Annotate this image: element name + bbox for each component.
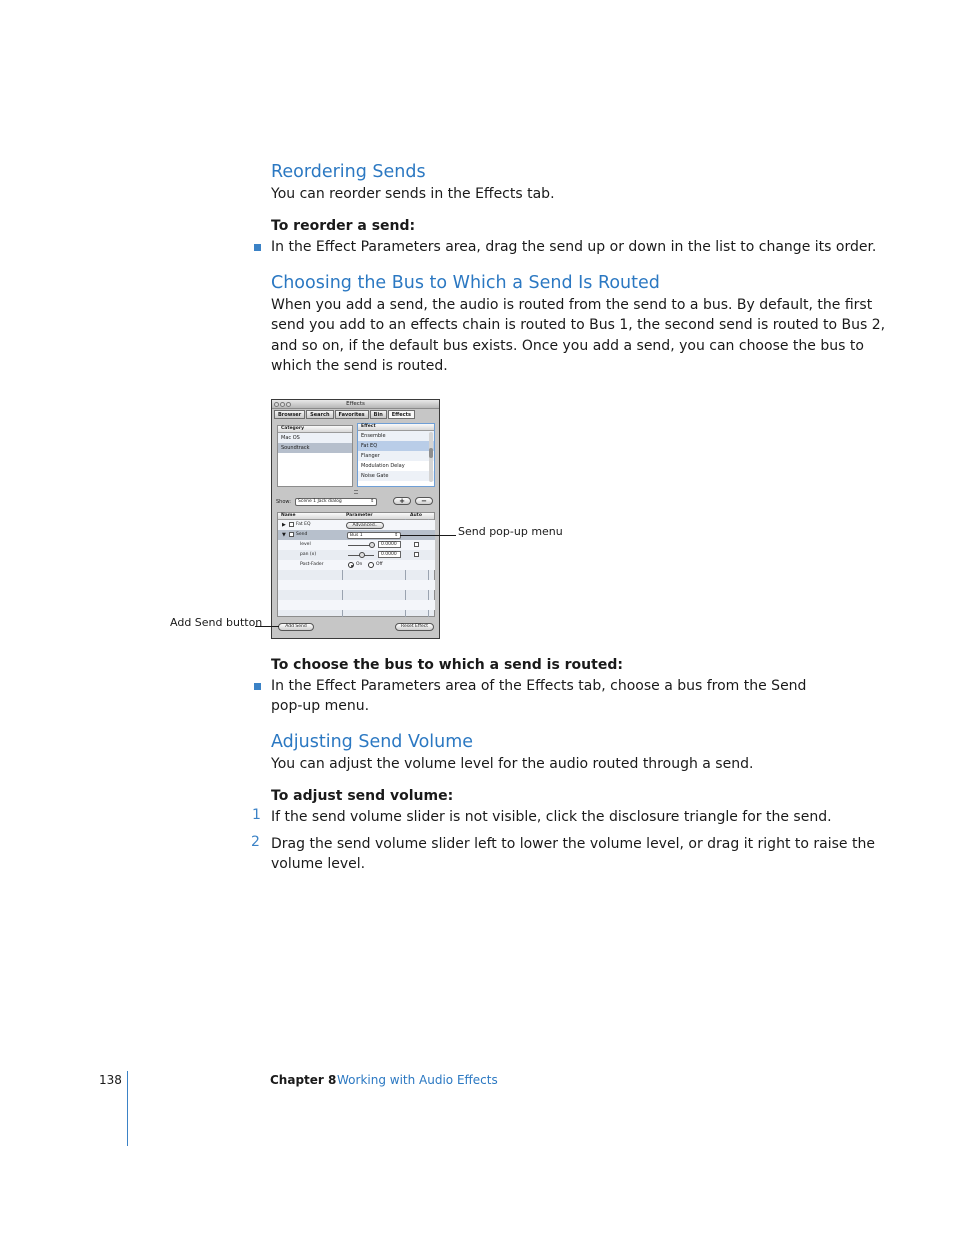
disclosure-triangle-open-icon[interactable]: ▼ [282, 532, 286, 538]
radio-dot-icon [351, 565, 353, 567]
bullet-icon [254, 683, 261, 690]
postfader-on-label: On [356, 562, 363, 567]
add-send-button[interactable]: Add Send [278, 623, 314, 631]
reset-effect-button[interactable]: Reset Effect [395, 623, 434, 631]
effect-list[interactable] [357, 423, 435, 487]
pan-auto-checkbox[interactable] [414, 552, 419, 557]
postfader-off-label: Off [376, 562, 383, 567]
send-popup-menu[interactable] [347, 532, 401, 539]
choosing-bus-task-label: To choose the bus to which a send is routed: [271, 657, 623, 673]
category-list[interactable] [277, 425, 353, 487]
step-number: 2 [251, 834, 260, 850]
level-value-field[interactable]: 0.0000 [378, 541, 401, 548]
parameters-header [278, 513, 434, 520]
column-auto: Auto [410, 513, 422, 518]
effects-window [271, 399, 440, 639]
send-enable-checkbox[interactable] [289, 532, 294, 537]
list-item[interactable]: Mac OS [278, 433, 352, 443]
step-text [271, 834, 875, 875]
column-parameter: Parameter [346, 513, 373, 518]
choosing-bus-bullet [271, 676, 806, 717]
splitter-handle[interactable] [354, 490, 358, 494]
advanced-button[interactable]: Advanced.. [346, 522, 384, 529]
show-label: Show: [276, 499, 291, 505]
table-row [278, 580, 435, 590]
postfader-label: Post-Fader [300, 562, 324, 567]
choosing-bus-bullet-line: pop-up menu. [271, 698, 370, 715]
show-value: Scene 1 Jack dialog [298, 499, 342, 504]
callout-add-send: Add Send button [170, 616, 263, 629]
tab-effects[interactable]: Effects [388, 410, 415, 419]
tab-favorites[interactable]: Favorites [335, 410, 369, 419]
footer-chapter: Chapter 8 [270, 1073, 337, 1087]
heading-adjusting-send-volume: Adjusting Send Volume [271, 732, 474, 752]
column-name: Name [281, 513, 296, 518]
tab-bar [274, 410, 415, 419]
category-header: Category [278, 426, 352, 433]
footer-rule [127, 1071, 128, 1146]
pan-slider-thumb[interactable] [359, 552, 365, 558]
tab-bin[interactable]: Bin [370, 410, 387, 419]
choosing-bus-bullet-line: In the Effect Parameters area of the Effects tab, choose a bus from the Send [271, 678, 807, 694]
effect-header: Effect [358, 424, 434, 431]
choosing-bus-intro-line: send you add to an effects chain is routed to Bus 1, the second send is routed to Bus 2, [271, 317, 886, 334]
list-item[interactable]: Noise Gate [358, 471, 434, 481]
effect-list-scrollbar[interactable] [429, 432, 433, 482]
add-effect-button[interactable]: + [393, 497, 411, 505]
adjusting-intro: You can adjust the volume level for the audio routed through a send. [271, 756, 754, 772]
list-item[interactable]: Flanger [358, 451, 434, 461]
level-auto-checkbox[interactable] [414, 542, 419, 547]
window-titlebar [272, 400, 439, 409]
step-number: 1 [252, 807, 261, 823]
table-row [278, 600, 435, 610]
step-text: If the send volume slider is not visible, click the disclosure triangle for the send. [271, 809, 832, 825]
page-number: 138 [99, 1073, 122, 1087]
postfader-on-radio[interactable] [348, 562, 354, 568]
heading-choosing-bus: Choosing the Bus to Which a Send Is Routed [271, 273, 660, 293]
window-title: Effects [346, 401, 365, 407]
tab-search[interactable]: Search [306, 410, 333, 419]
popup-arrows-icon: ⇕ [394, 533, 398, 538]
fateq-enable-checkbox[interactable] [289, 522, 294, 527]
effect-parameters-table [277, 512, 435, 617]
reordering-bullet: In the Effect Parameters area, drag the send up or down in the list to change its order. [271, 239, 877, 255]
footer-chapter-title[interactable]: Working with Audio Effects [337, 1073, 498, 1087]
step-text-line: Drag the send volume slider left to lower the volume level, or drag it right to raise the [271, 836, 875, 852]
choosing-bus-intro [271, 295, 885, 376]
postfader-off-radio[interactable] [368, 562, 374, 568]
list-item[interactable]: Modulation Delay [361, 463, 405, 469]
list-item[interactable]: Ensemble [358, 431, 434, 441]
level-label: level [300, 542, 311, 547]
show-popup[interactable] [295, 498, 377, 506]
reordering-intro: You can reorder sends in the Effects tab. [271, 186, 555, 202]
send-popup-leader-line [400, 535, 456, 536]
tab-browser[interactable]: Browser [274, 410, 305, 419]
pan-label: pan (x) [300, 552, 317, 557]
bullet-icon [254, 244, 261, 251]
scrollbar-thumb[interactable] [429, 448, 433, 458]
send-label: Send [296, 532, 308, 537]
fateq-label: Fat EQ [296, 522, 311, 527]
choosing-bus-intro-line: When you add a send, the audio is routed from the send to a bus. By default, the first [271, 297, 873, 313]
list-item[interactable]: Soundtrack [278, 443, 352, 453]
popup-arrows-icon: ⇕ [370, 499, 374, 504]
callout-send-popup: Send pop-up menu [458, 525, 563, 538]
send-bus-value: Bus 1 [350, 533, 363, 538]
heading-reordering-sends: Reordering Sends [271, 162, 426, 182]
disclosure-triangle-closed-icon[interactable]: ▶ [282, 522, 286, 528]
remove-effect-button[interactable]: − [415, 497, 433, 505]
choosing-bus-intro-line: and so on, if the default bus exists. Once you add a send, you can choose the bus to [271, 337, 864, 354]
reordering-task-label: To reorder a send: [271, 218, 416, 234]
pan-value-field[interactable]: 0.0000 [378, 551, 401, 558]
adjusting-task-label: To adjust send volume: [271, 788, 454, 804]
list-item[interactable]: Fat EQ [358, 441, 434, 451]
level-slider-thumb[interactable] [369, 542, 375, 548]
step-text-line: volume level. [271, 856, 366, 873]
choosing-bus-intro-line: which the send is routed. [271, 357, 448, 374]
